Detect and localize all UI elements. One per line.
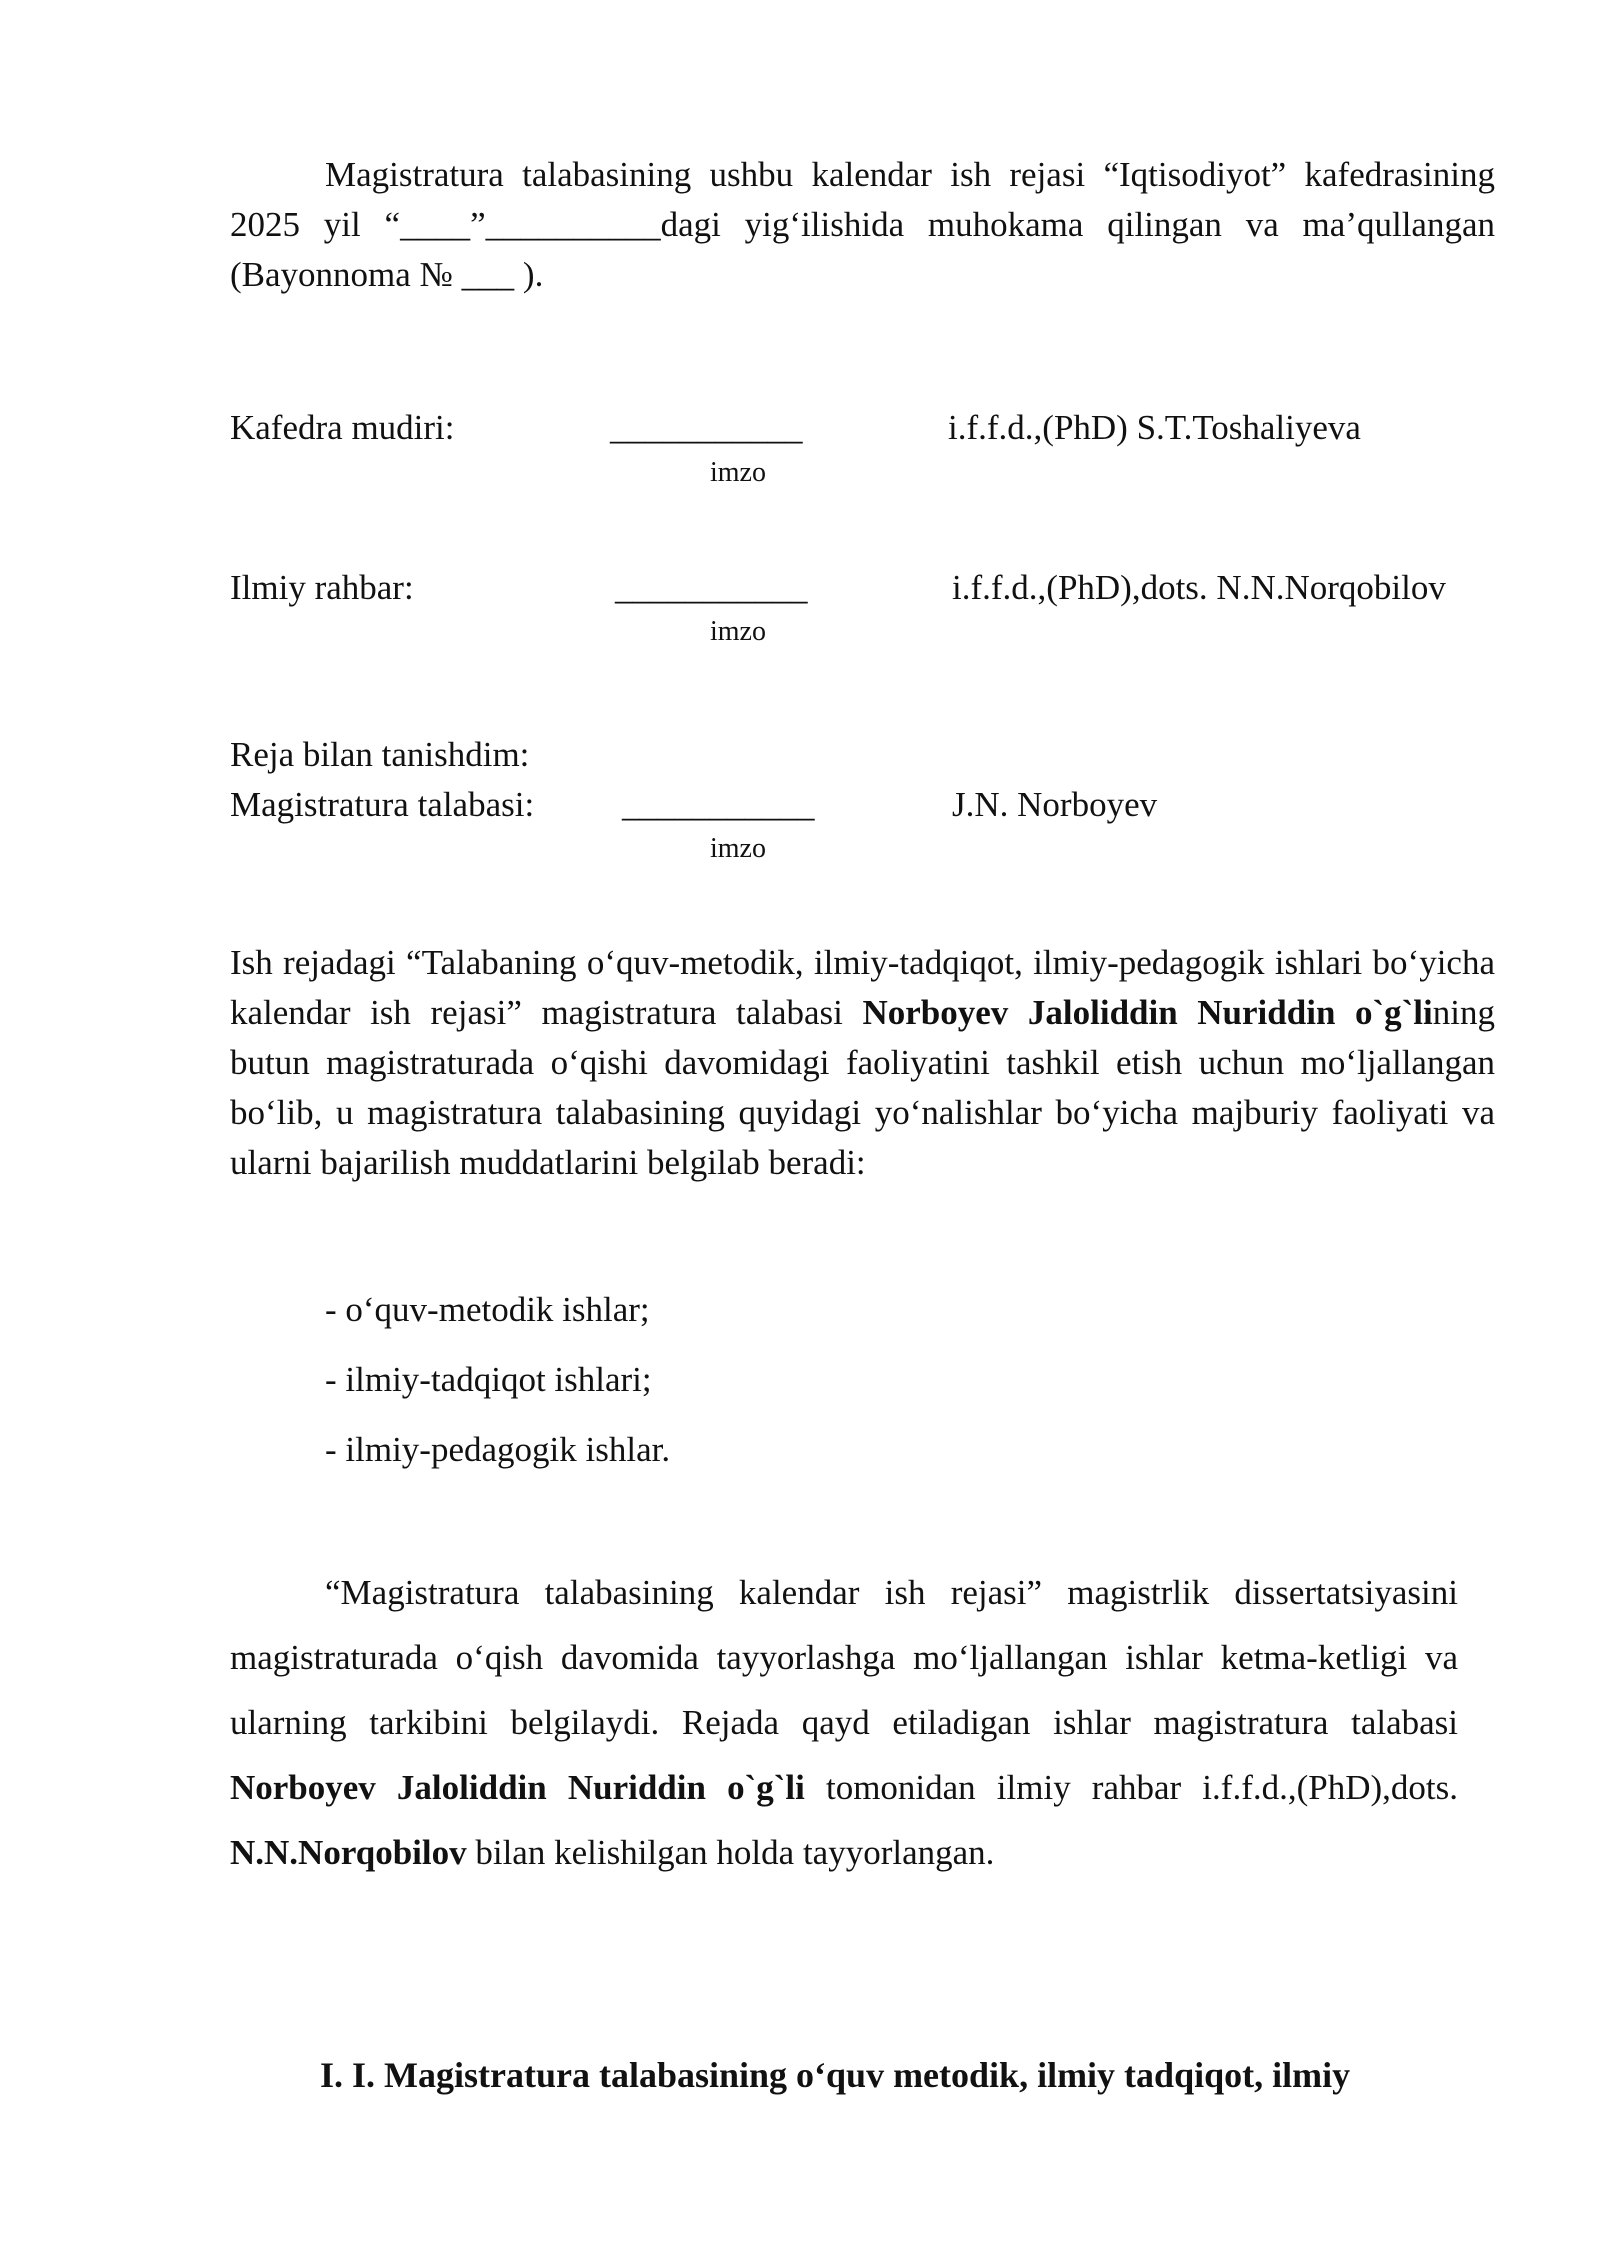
section-heading: I. I. Magistratura talabasining o‘quv metodik, ilmiy tadqiqot, ilmiy <box>320 2055 1351 2095</box>
sig-label-kafedra: Kafedra mudiri: <box>230 408 455 447</box>
description-text-1: “Magistratura talabasining kalendar ish rejasi” magistrlik dissertatsiyasini magistraturada o‘qish davomida tayyorlashga mo‘ljallangan ishlar ketma-ketligi va ularning tarkibini belgilaydi. Rejada qayd etiladigan ishlar magistratura talabasi <box>230 1573 1458 1742</box>
description-text-2: tomonidan ilmiy rahbar i.f.f.d.,(PhD),dots. <box>804 1768 1458 1807</box>
intro-paragraph: Magistratura talabasining ushbu kalendar ish rejasi “Iqtisodiyot” kafedrasining 2025 yil “____”__________dagi yig‘ilishida muhokama qilingan va ma’qullangan (Bayonnoma № ___ ). <box>230 155 1495 294</box>
purpose-text-1: Ish rejadagi “Talabaning o‘quv-metodik, ilmiy-tadqiqot, ilmiy-pedagogik ishlari bo‘yicha kalendar ish rejasi” magistratura talabasi <box>230 943 1495 1032</box>
purpose-text-2: ning butun magistraturada o‘qishi davomidagi faoliyatini tashkil etish uchun mo‘ljallangan bo‘lib, u magistratura talabasining quyidagi yo‘nalishlar bo‘yicha majburiy faoliyati va ularni bajarilish muddatlarini belgilab beradi: <box>230 993 1495 1182</box>
imzo-talaba: imzo <box>710 833 766 864</box>
sig-name-talaba: J.N. Norboyev <box>952 785 1158 824</box>
sig-label-talaba: Magistratura talabasi: <box>230 785 535 824</box>
sig-name-kafedra: i.f.f.d.,(PhD) S.T.Toshaliyeva <box>948 408 1361 447</box>
imzo-kafedra: imzo <box>710 457 766 488</box>
student-name-bold-2: Norboyev Jaloliddin Nuriddin o`g`li <box>230 1768 805 1807</box>
sig-label-rahbar: Ilmiy rahbar: <box>230 568 414 607</box>
description-text-3: bilan kelishilgan holda tayyorlangan. <box>466 1833 995 1872</box>
student-name-bold: Norboyev Jaloliddin Nuriddin o`g`li <box>862 993 1433 1032</box>
advisor-name-bold: N.N.Norqobilov <box>230 1833 467 1872</box>
imzo-rahbar: imzo <box>710 616 766 647</box>
sig-label-tanishdim: Reja bilan tanishdim: <box>230 735 530 774</box>
list-item: - o‘quv-metodik ishlar; <box>325 1290 650 1329</box>
purpose-paragraph <box>230 938 1495 1188</box>
description-paragraph <box>230 1560 1458 1885</box>
activity-list <box>325 1285 670 1495</box>
list-item: - ilmiy-pedagogik ishlar. <box>325 1430 671 1469</box>
sig-name-rahbar: i.f.f.d.,(PhD),dots. N.N.Norqobilov <box>952 568 1446 607</box>
list-item: - ilmiy-tadqiqot ishlari; <box>325 1360 652 1399</box>
sig-line-kafedra: ___________ <box>610 408 803 447</box>
sig-line-rahbar: ___________ <box>615 568 808 607</box>
sig-line-talaba: ___________ <box>622 785 815 824</box>
